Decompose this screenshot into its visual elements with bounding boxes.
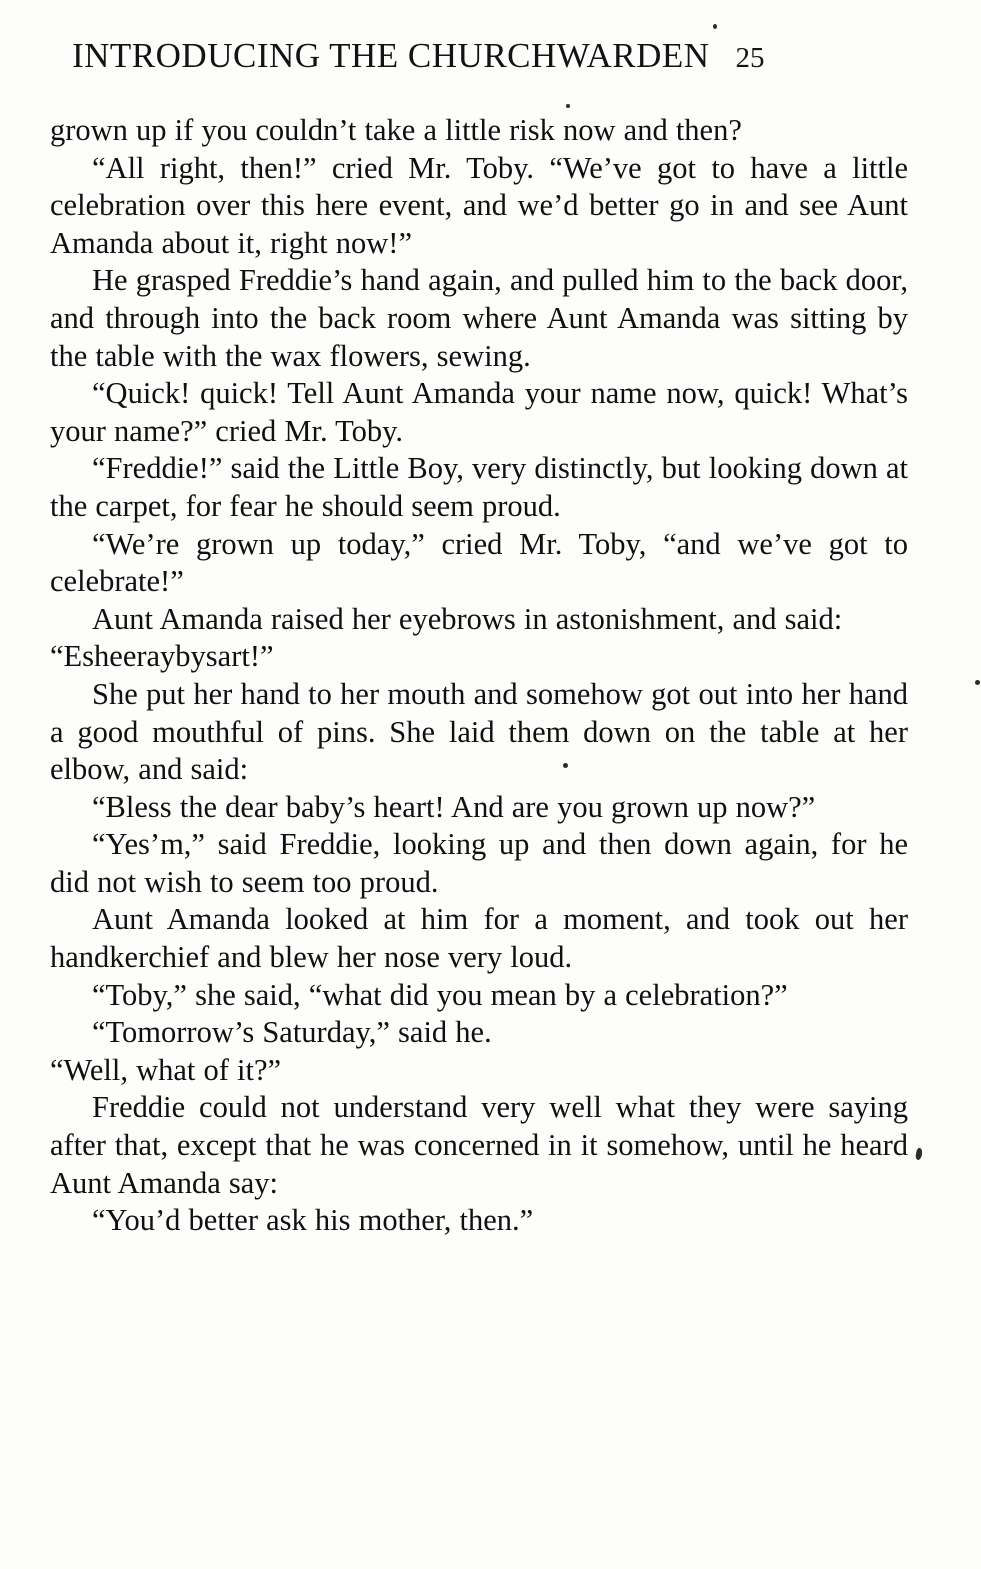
ink-speck: [563, 763, 568, 768]
running-head-title: INTRODUCING THE CHURCHWARDEN: [72, 36, 710, 75]
paragraph: “We’re grown up today,” cried Mr. Toby, “and we’ve got to celebrate!”: [50, 526, 908, 599]
paragraph: “Yes’m,” said Freddie, looking up and then down again, for he did not wish to seem too proud.: [50, 827, 908, 899]
paragraph: “You’d better ask his mother, then.”: [92, 1203, 534, 1238]
paragraph: “Tomorrow’s Saturday,” said he.: [92, 1015, 492, 1050]
paragraph: Aunt Amanda raised her eyebrows in astonishment, and said:: [92, 601, 843, 636]
body-text: [50, 112, 908, 1240]
paragraph: “Quick! quick! Tell Aunt Amanda your name now, quick! What’s your name?” cried Mr. Toby.: [50, 376, 908, 448]
paragraph: grown up if you couldn’t take a little risk now and then?: [50, 113, 742, 147]
paragraph: “Toby,” she said, “what did you mean by a celebration?”: [92, 977, 788, 1012]
ink-speck: [915, 1148, 923, 1161]
ink-speck: [713, 24, 717, 29]
paragraph: “Bless the dear baby’s heart! And are you grown up now?”: [92, 789, 816, 824]
page-number: 25: [735, 42, 765, 74]
paragraph: “Esheeraybysart!”: [50, 639, 274, 674]
ink-speck: [566, 104, 570, 108]
paragraph: “Freddie!” said the Little Boy, very distinctly, but looking down at the carpet, for fear he should seem proud.: [50, 451, 908, 523]
running-head: [72, 36, 912, 76]
paragraph: Aunt Amanda looked at him for a moment, and took out her handkerchief and blew her nose very loud.: [50, 902, 908, 975]
paragraph: He grasped Freddie’s hand again, and pulled him to the back door, and through into the back room where Aunt Amanda was sitting by the table with the wax flowers, sewing.: [50, 263, 908, 373]
paragraph: She put her hand to her mouth and somehow got out into her hand a good mouthful of pins. She laid them down on the table at her elbow, and said:: [50, 676, 908, 787]
paragraph: Freddie could not understand very well what they were saying after that, except that he was concerned in it somehow, until he heard Aunt Amanda say:: [50, 1090, 908, 1200]
paragraph: “Well, what of it?”: [50, 1052, 282, 1087]
ink-speck: [975, 680, 980, 685]
paragraph: “All right, then!” cried Mr. Toby. “We’ve got to have a little celebration over this here event, and we’d better go in and see Aunt Amanda about it, right now!”: [50, 150, 908, 260]
